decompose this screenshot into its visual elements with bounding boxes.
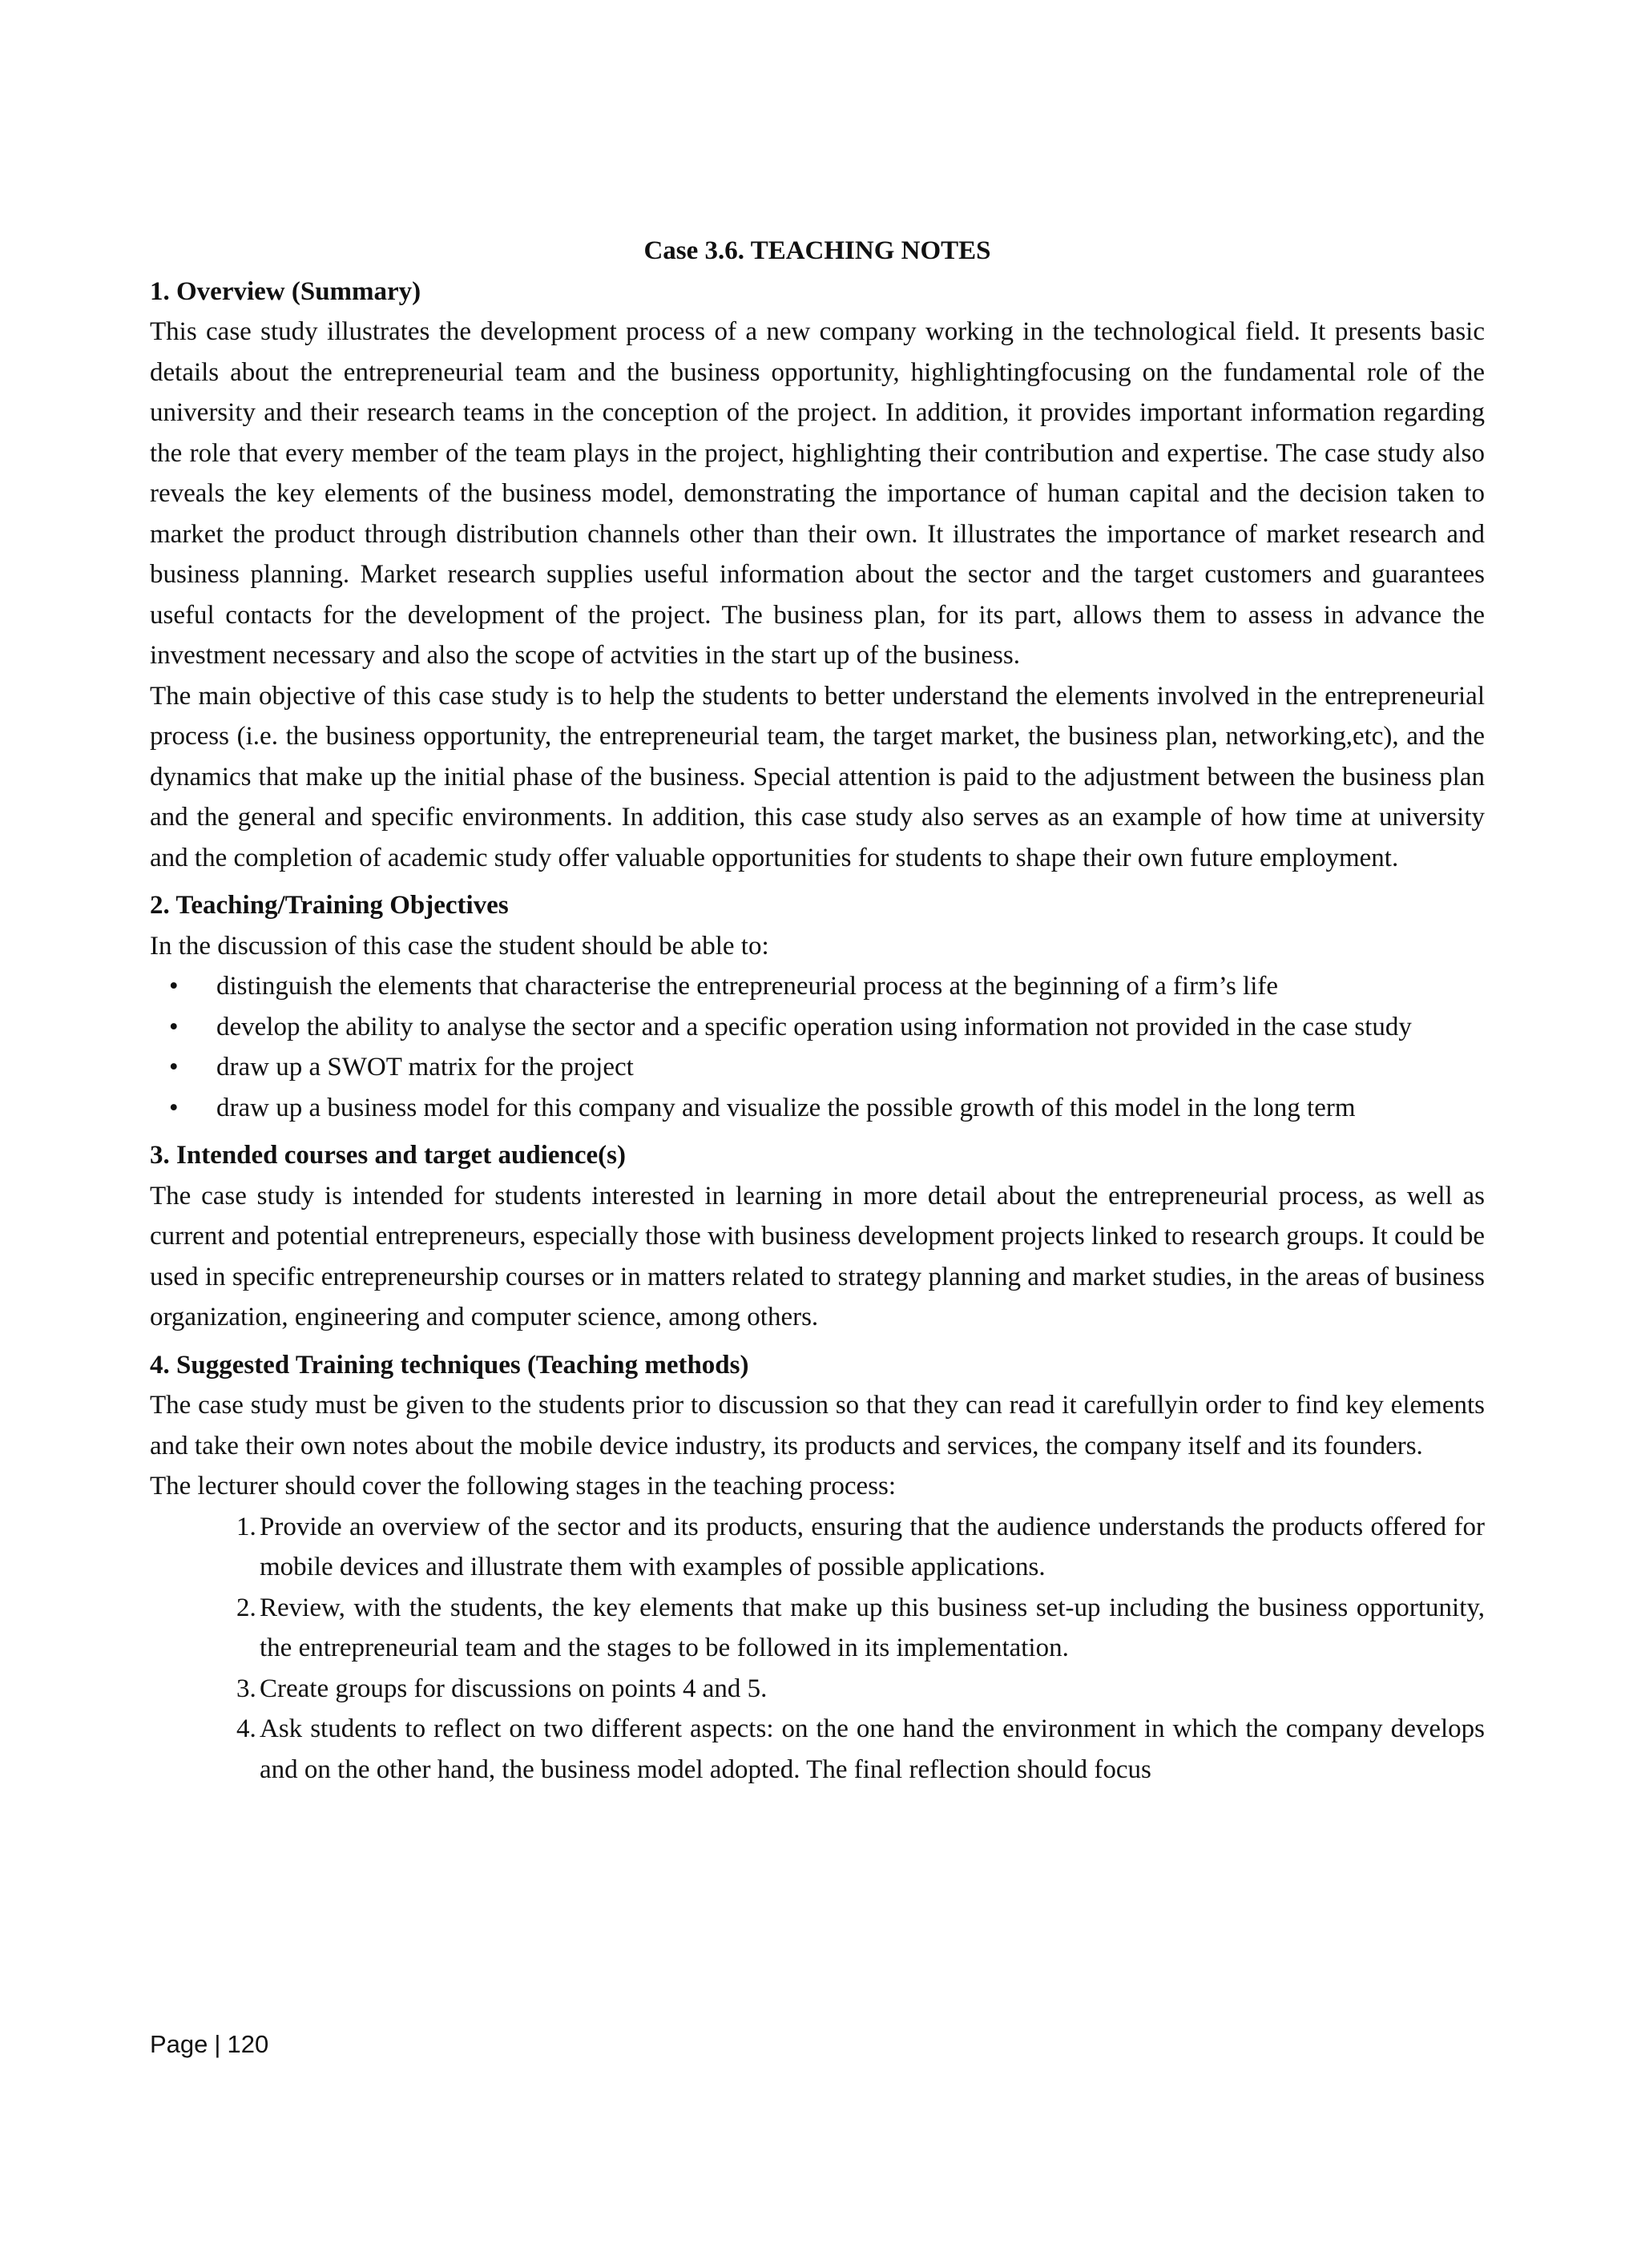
list-item-text: Provide an overview of the sector and its products, ensuring that the audience understands the products offered for mobile devices and illustrate them with examples of possible applications. [260,1512,1485,1581]
page-label: Page [150,2030,208,2058]
list-item [150,1669,1485,1710]
list-item-text: draw up a SWOT matrix for the project [216,1053,634,1082]
list-item-number: 1. [236,1512,256,1541]
stages-intro: The lecturer should cover the following stages in the teaching process: [150,1472,897,1501]
list-item-text: develop the ability to analyse the sector and a specific operation using information not provided in the case study [216,1012,1412,1041]
footer-separator: | [214,2030,221,2058]
objectives-intro: In the discussion of this case the student should be able to: [150,931,769,961]
overview-paragraph-2: The main objective of this case study is to help the students to better understand the elements involved in the entrepreneurial process (i.e. the business opportunity, the entrepreneurial team, the target market, the business plan, networking,etc), and the dynamics that make up the initial phase of the business. Special attention is paid to the adjustment between the business plan and the general and specific environments. In addition, this case study also serves as an example of how time at university and the completion of academic study offer valuable opportunities for students to shape their own future employment. [150,681,1485,872]
bullet-icon: • [169,1093,179,1122]
section-heading-overview: 1. Overview (Summary) [150,276,421,306]
list-item [150,1088,1485,1129]
list-item-text: draw up a business model for this company and visualize the possible growth of this model in the long term [216,1093,1356,1122]
bullet-icon: • [169,972,179,1001]
page-number: 120 [227,2030,269,2058]
section-heading-audience: 3. Intended courses and target audience(s) [150,1141,626,1170]
techniques-paragraph: The case study must be given to the students prior to discussion so that they can read it carefullyin order to find key elements and take their own notes about the mobile device industry, its products and services, the company itself and its founders. [150,1391,1485,1460]
list-item [150,1709,1485,1790]
list-item [150,1047,1485,1088]
page-footer [150,2028,268,2061]
list-item-text: distinguish the elements that characterise the entrepreneurial process at the beginning of a firm’s life [216,972,1279,1001]
list-item-text: Ask students to reflect on two different aspects: on the one hand the environment in which the company develops and on the other hand, the business model adopted. The final reflection should focus [260,1714,1485,1784]
section-heading-techniques: 4. Suggested Training techniques (Teaching methods) [150,1350,749,1380]
list-item-number: 4. [236,1714,256,1743]
list-item [150,966,1485,1007]
stages-list [150,1507,1485,1791]
list-item-number: 3. [236,1674,256,1703]
document-title: Case 3.6. TEACHING NOTES [643,236,991,265]
section-heading-objectives: 2. Teaching/Training Objectives [150,891,509,920]
list-item [150,1007,1485,1048]
list-item [150,1588,1485,1669]
list-item-text: Review, with the students, the key elements that make up this business set-up including the business opportunity, the entrepreneurial team and the stages to be followed in its implementation. [260,1593,1485,1662]
bullet-icon: • [169,1012,179,1041]
list-item-number: 2. [236,1593,256,1622]
objectives-list [150,966,1485,1128]
list-item-text: Create groups for discussions on points 4 and 5. [260,1674,768,1703]
overview-paragraph-1: This case study illustrates the development process of a new company working in the technological field. It presents basic details about the entrepreneurial team and the business opportunity, highlightingfocusing on the fundamental role of the university and their research teams in the conception of the project. In addition, it provides important information regarding the role that every member of the team plays in the project, highlighting their contribution and expertise. The case study also reveals the key elements of the business model, demonstrating the importance of human capital and the decision taken to market the product through distribution channels other than their own. It illustrates the importance of market research and business planning. Market research supplies useful information about the sector and the target customers and guarantees useful contacts for the development of the project. The business plan, for its part, allows them to assess in advance the investment necessary and also the scope of actvities in the start up of the business. [150,317,1485,670]
list-item [150,1507,1485,1588]
page-content [150,231,1485,1790]
audience-paragraph: The case study is intended for students interested in learning in more detail about the entrepreneurial process, as well as current and potential entrepreneurs, especially those with business development projects linked to research groups. It could be used in specific entrepreneurship courses or in matters related to strategy planning and market studies, in the areas of business organization, engineering and computer science, among others. [150,1181,1485,1331]
bullet-icon: • [169,1053,179,1082]
